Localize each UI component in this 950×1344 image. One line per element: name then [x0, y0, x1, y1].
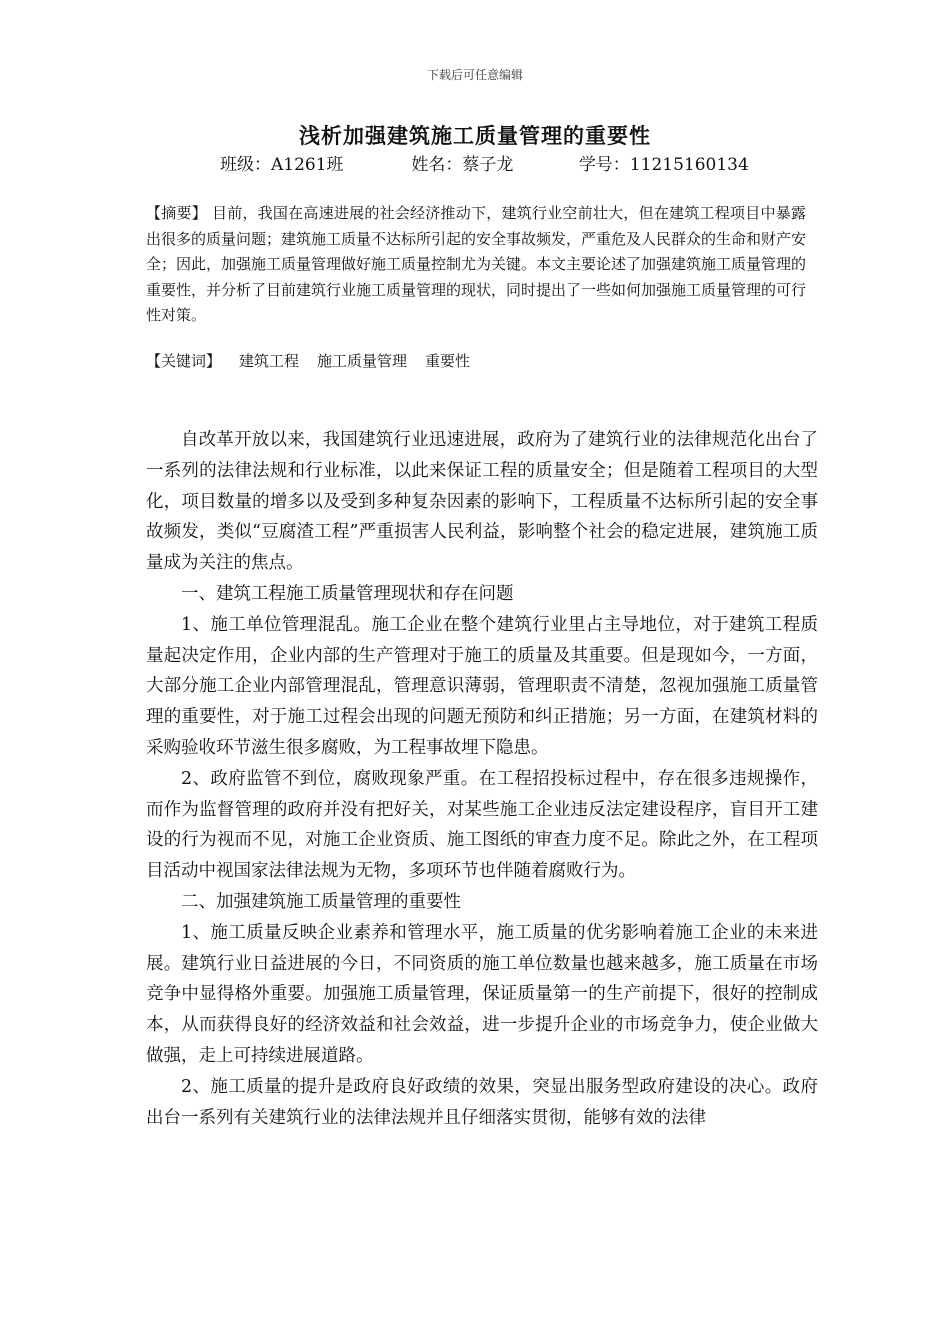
body-paragraph: 2、政府监管不到位，腐败现象严重。在工程招投标过程中，存在很多违规操作，而作为监督管理的政府并没有把好关，对某些施工企业违反法定建设程序，盲目开工建设的行为视而不见，对施工企业资质、施工图纸的审查力度不足。除此之外，在工程项目活动中视国家法律法规为无物，多项环节也伴随着腐败行为。	[146, 768, 818, 882]
section-heading: 二、加强建筑施工质量管理的重要性	[181, 891, 461, 912]
keywords-line	[146, 350, 470, 371]
body-text	[146, 425, 818, 1133]
body-paragraph: 1、施工质量反映企业素养和管理水平，施工质量的优劣影响着施工企业的未来进展。建筑行业日益进展的今日，不同资质的施工单位数量也越来越多，施工质量在市场竞争中显得格外重要。加强施工质量管理，保证质量第一的生产前提下，很好的控制成本，从而获得良好的经济效益和社会效益，进一步提升企业的市场竞争力，使企业做大做强，走上可持续进展道路。	[146, 922, 818, 1066]
abstract-block	[146, 201, 806, 329]
body-paragraph: 自改革开放以来，我国建筑行业迅速进展，政府为了建筑行业的法律规范化出台了一系列的法律法规和行业标准，以此来保证工程的质量安全；但是随着工程项目的大型化，项目数量的增多以及受到多种复杂因素的影响下，工程质量不达标所引起的安全事故频发，类似“豆腐渣工程”严重损害人民利益，影响整个社会的稳定进展，建筑施工质量成为关注的焦点。	[146, 430, 818, 574]
document-title: 浅析加强建筑施工质量管理的重要性	[299, 123, 651, 148]
page-header-note: 下载后可任意编辑	[426, 68, 523, 82]
keyword-item: 重要性	[425, 352, 471, 370]
keyword-item: 建筑工程	[239, 352, 300, 370]
keywords-label: 【关键词】	[146, 352, 222, 370]
body-paragraph: 1、施工单位管理混乱。施工企业在整个建筑行业里占主导地位，对于建筑工程质量起决定作用，企业内部的生产管理对于施工的质量及其重要。但是现如今，一方面，大部分施工企业内部管理混乱，管理意识薄弱，管理职责不清楚，忽视加强施工质量管理的重要性，对于施工过程会出现的问题无预防和纠正措施；另一方面，在建筑材料的采购验收环节滋生很多腐败，为工程事故埋下隐患。	[146, 614, 818, 758]
abstract-text: 目前，我国在高速进展的社会经济推动下，建筑行业空前壮大，但在建筑工程项目中暴露出很多的质量问题；建筑施工质量不达标所引起的安全事故频发，严重危及人民群众的生命和财产安全；因此，加强施工质量管理做好施工质量控制尤为关键。本文主要论述了加强建筑施工质量管理的重要性，并分析了目前建筑行业施工质量管理的现状，同时提出了一些如何加强施工质量管理的可行性对策。	[146, 204, 807, 324]
body-paragraph: 2、施工质量的提升是政府良好政绩的效果，突显出服务型政府建设的决心。政府出台一系列有关建筑行业的法律法规并且仔细落实贯彻，能够有效的法律	[146, 1076, 818, 1128]
class-info: 班级：A1261班	[220, 155, 344, 175]
author-meta-line	[220, 150, 749, 175]
abstract-label: 【摘要】	[146, 204, 207, 222]
name-info: 姓名：蔡子龙	[411, 155, 514, 175]
section-heading: 一、建筑工程施工质量管理现状和存在问题	[181, 583, 514, 604]
keyword-item: 施工质量管理	[317, 352, 408, 370]
student-id-info: 学号：11215160134	[578, 155, 749, 175]
